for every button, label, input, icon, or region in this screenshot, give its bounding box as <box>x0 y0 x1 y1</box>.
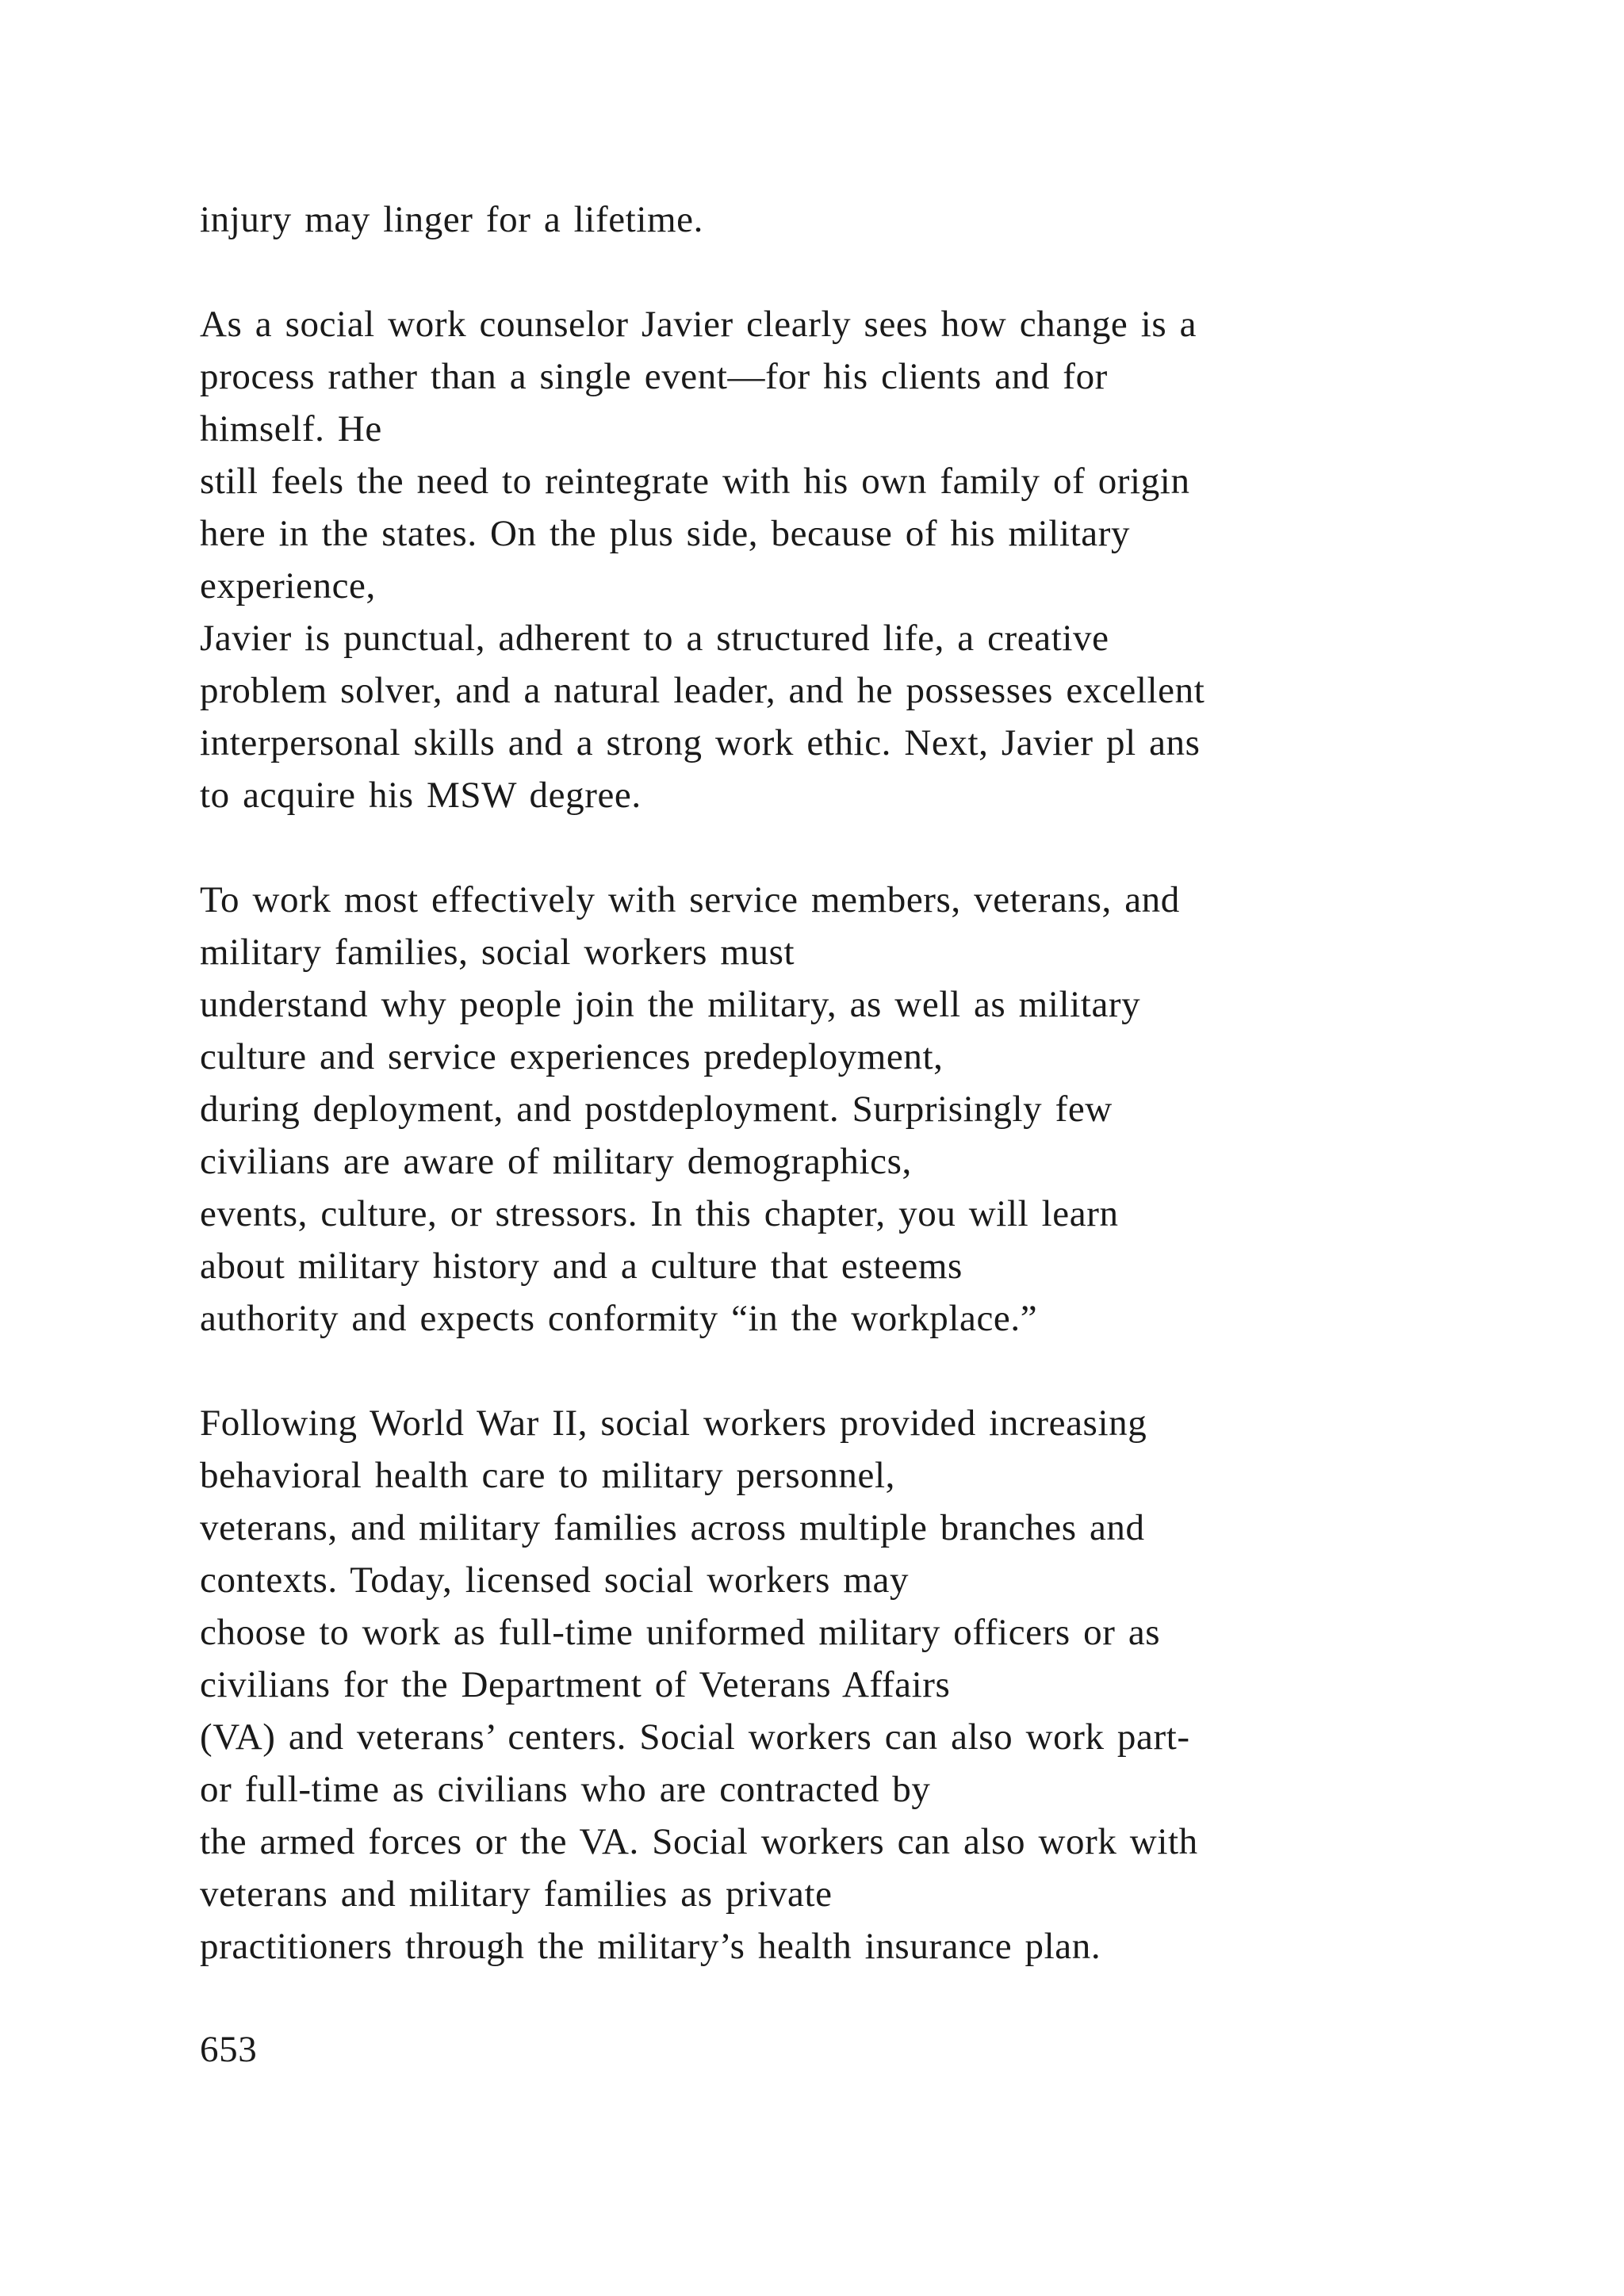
text-line: practitioners through the military’s health insurance plan. <box>200 1926 1101 1967</box>
text-line: experience, <box>200 565 376 607</box>
text-line: problem solver, and a natural leader, and he possesses excellent <box>200 670 1205 711</box>
text-line: during deployment, and postdeployment. Surprisingly few <box>200 1089 1113 1130</box>
text-line: civilians are aware of military demographics, <box>200 1141 912 1182</box>
paragraph-1 <box>200 193 1516 246</box>
text-line: veterans and military families as private <box>200 1873 833 1915</box>
paragraph-4 <box>200 1397 1516 1973</box>
text-line: To work most effectively with service members, veterans, and <box>200 879 1180 920</box>
page-number: 653 <box>200 2029 258 2070</box>
paragraph-2 <box>200 298 1516 821</box>
text-line: or full-time as civilians who are contracted by <box>200 1769 931 1810</box>
text-line: still feels the need to reintegrate with his own family of origin <box>200 461 1190 502</box>
text-line: (VA) and veterans’ centers. Social workers can also work part- <box>200 1716 1190 1758</box>
text-line: process rather than a single event—for his clients and for <box>200 356 1108 397</box>
text-line: events, culture, or stressors. In this chapter, you will learn <box>200 1193 1119 1234</box>
text-line: veterans, and military families across multiple branches and <box>200 1507 1145 1548</box>
text-line: about military history and a culture that esteems <box>200 1246 963 1287</box>
text-line: injury may linger for a lifetime. <box>200 199 703 240</box>
text-line: to acquire his MSW degree. <box>200 775 642 816</box>
paragraph-3 <box>200 874 1516 1345</box>
text-line: behavioral health care to military personnel, <box>200 1455 896 1496</box>
text-line: culture and service experiences predeployment, <box>200 1036 944 1077</box>
text-line: Javier is punctual, adherent to a structured life, a creative <box>200 618 1109 659</box>
text-line: here in the states. On the plus side, because of his military <box>200 513 1131 554</box>
text-line: As a social work counselor Javier clearly sees how change is a <box>200 304 1197 345</box>
text-line: the armed forces or the VA. Social workers can also work with <box>200 1821 1198 1862</box>
text-line: military families, social workers must <box>200 932 795 973</box>
text-line: authority and expects conformity “in the workplace.” <box>200 1298 1038 1339</box>
text-line: choose to work as full-time uniformed military officers or as <box>200 1612 1161 1653</box>
text-line: understand why people join the military, as well as military <box>200 984 1141 1025</box>
document-page <box>200 193 1516 2025</box>
text-line: himself. He <box>200 408 382 450</box>
text-line: interpersonal skills and a strong work ethic. Next, Javier pl ans <box>200 722 1201 763</box>
text-line: civilians for the Department of Veterans Affairs <box>200 1664 951 1705</box>
text-line: Following World War II, social workers provided increasing <box>200 1402 1147 1444</box>
text-line: contexts. Today, licensed social workers may <box>200 1559 910 1601</box>
